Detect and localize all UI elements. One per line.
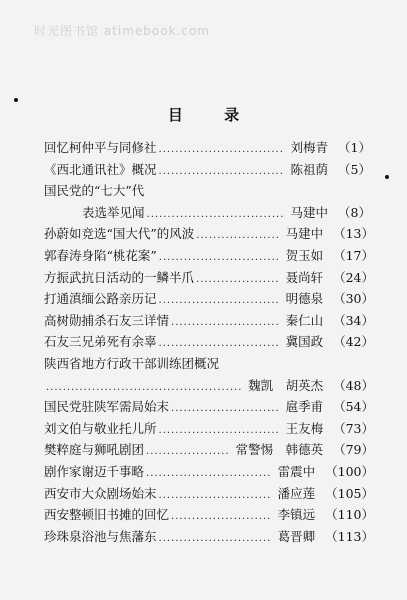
- dot-leader: [159, 166, 285, 177]
- entry-page: （79）: [333, 442, 374, 458]
- toc-entry: [44, 332, 374, 354]
- entry-page: （34）: [333, 312, 374, 328]
- dot-leader: [147, 209, 285, 220]
- toc-entry: [44, 246, 374, 268]
- dot-leader: [159, 533, 272, 544]
- toc-entry: [44, 224, 374, 246]
- entry-page: （1）: [338, 140, 371, 155]
- toc-entry: [44, 505, 374, 527]
- entry-author: 刘梅青: [290, 140, 328, 155]
- speck-right: [385, 175, 389, 179]
- entry-author: 魏凯 胡英杰: [248, 377, 324, 393]
- entry-page: （48）: [333, 377, 374, 393]
- dot-leader: [171, 403, 280, 414]
- dot-leader: [196, 274, 280, 285]
- toc-entry: [44, 311, 374, 333]
- entry-title: 国民党的“七大”代: [44, 183, 145, 199]
- dot-leader: [146, 468, 272, 479]
- entry-title: 表选举见闻: [82, 204, 145, 220]
- entry-page: （73）: [333, 420, 374, 436]
- entry-title: 回忆柯仲平与同修社: [44, 140, 157, 155]
- entry-author: 贺玉如: [285, 247, 324, 263]
- entry-author: 葛晋卿: [277, 528, 316, 544]
- toc-entry: [44, 354, 374, 376]
- toc-entry: [44, 462, 374, 484]
- entry-author: 扈季甫: [285, 399, 324, 415]
- entry-title: 西安整顿旧书摊的回忆: [44, 507, 170, 523]
- entry-page: （8）: [338, 204, 371, 220]
- toc-entry: [44, 181, 374, 203]
- dot-leader: [171, 317, 280, 328]
- entry-page: （113）: [325, 528, 374, 544]
- dot-leader: [159, 144, 285, 155]
- toc-entry: [44, 484, 374, 506]
- dot-leader: [46, 382, 242, 393]
- toc-entry: [44, 203, 374, 225]
- entry-title: 《西北通讯社》概况: [44, 161, 157, 177]
- dot-leader: [159, 338, 280, 349]
- toc-entry: [44, 419, 374, 441]
- entry-author: 冀国政: [285, 334, 324, 350]
- entry-title: 方振武抗日活动的一鳞半爪: [44, 269, 195, 285]
- entry-title: 剧作家谢迈千事略: [44, 463, 145, 479]
- table-of-contents: [44, 138, 374, 548]
- dot-leader: [171, 511, 272, 522]
- entry-author: 王友梅: [285, 420, 324, 436]
- entry-author: 马建中: [290, 204, 328, 220]
- dot-leader: [196, 230, 279, 241]
- entry-title: 陕西省地方行政干部训练团概况: [44, 355, 220, 371]
- entry-title: 郭春涛身陷“桃花案”: [44, 247, 157, 263]
- entry-author: 潘应莲: [277, 485, 316, 501]
- entry-title: 高树勋捕杀石友三详情: [44, 312, 170, 328]
- dot-leader: [159, 425, 280, 436]
- entry-title: 打通滇缅公路亲历记: [44, 291, 157, 307]
- toc-entry: [44, 268, 374, 290]
- watermark-text: 时光图书馆 atimebook.com: [34, 24, 210, 38]
- entry-title: 国民党驻陕军需局始末: [44, 399, 170, 415]
- toc-entry: [44, 440, 374, 462]
- entry-author: 聂尚轩: [285, 269, 324, 285]
- entry-title: 珍珠泉浴池与焦藩东: [44, 528, 157, 544]
- entry-page: （17）: [333, 247, 374, 263]
- toc-entry: [44, 527, 374, 549]
- page-title: 目 录: [167, 106, 258, 124]
- toc-entry: [44, 138, 374, 160]
- entry-page: （100）: [325, 463, 374, 479]
- entry-author: 陈祖荫: [290, 161, 328, 177]
- entry-title: 孙蔚如竞选“国大代”的风波: [44, 226, 195, 242]
- entry-title: 西安市大众剧场始末: [44, 485, 157, 501]
- toc-entry: [44, 376, 374, 398]
- dot-leader: [159, 295, 280, 306]
- entry-author: 李镇远: [277, 507, 316, 523]
- entry-title: 刘文伯与敬业托儿所: [44, 420, 157, 436]
- toc-entry: [44, 289, 374, 311]
- entry-page: （42）: [333, 334, 374, 350]
- entry-page: （110）: [325, 507, 374, 523]
- entry-page: （30）: [333, 291, 374, 307]
- entry-page: （54）: [333, 399, 374, 415]
- dot-leader: [159, 252, 280, 263]
- entry-author: 明德泉: [285, 291, 324, 307]
- toc-entry: [44, 160, 374, 182]
- dot-leader: [159, 490, 272, 501]
- entry-page: （24）: [333, 269, 374, 285]
- toc-entry: [44, 397, 374, 419]
- entry-page: （105）: [325, 485, 374, 501]
- entry-author: 马建中: [285, 226, 324, 242]
- dot-leader: [146, 446, 230, 457]
- entry-author: 常警惕 韩德英: [235, 442, 324, 458]
- entry-page: （5）: [338, 161, 371, 177]
- entry-title: 樊粹庭与狮吼剧团: [44, 442, 145, 458]
- entry-page: （13）: [333, 226, 374, 242]
- entry-title: 石友三兄弟死有余辜: [44, 334, 157, 350]
- entry-author: 秦仁山: [285, 312, 324, 328]
- speck-left: [14, 98, 18, 102]
- entry-author: 雷震中: [277, 463, 316, 479]
